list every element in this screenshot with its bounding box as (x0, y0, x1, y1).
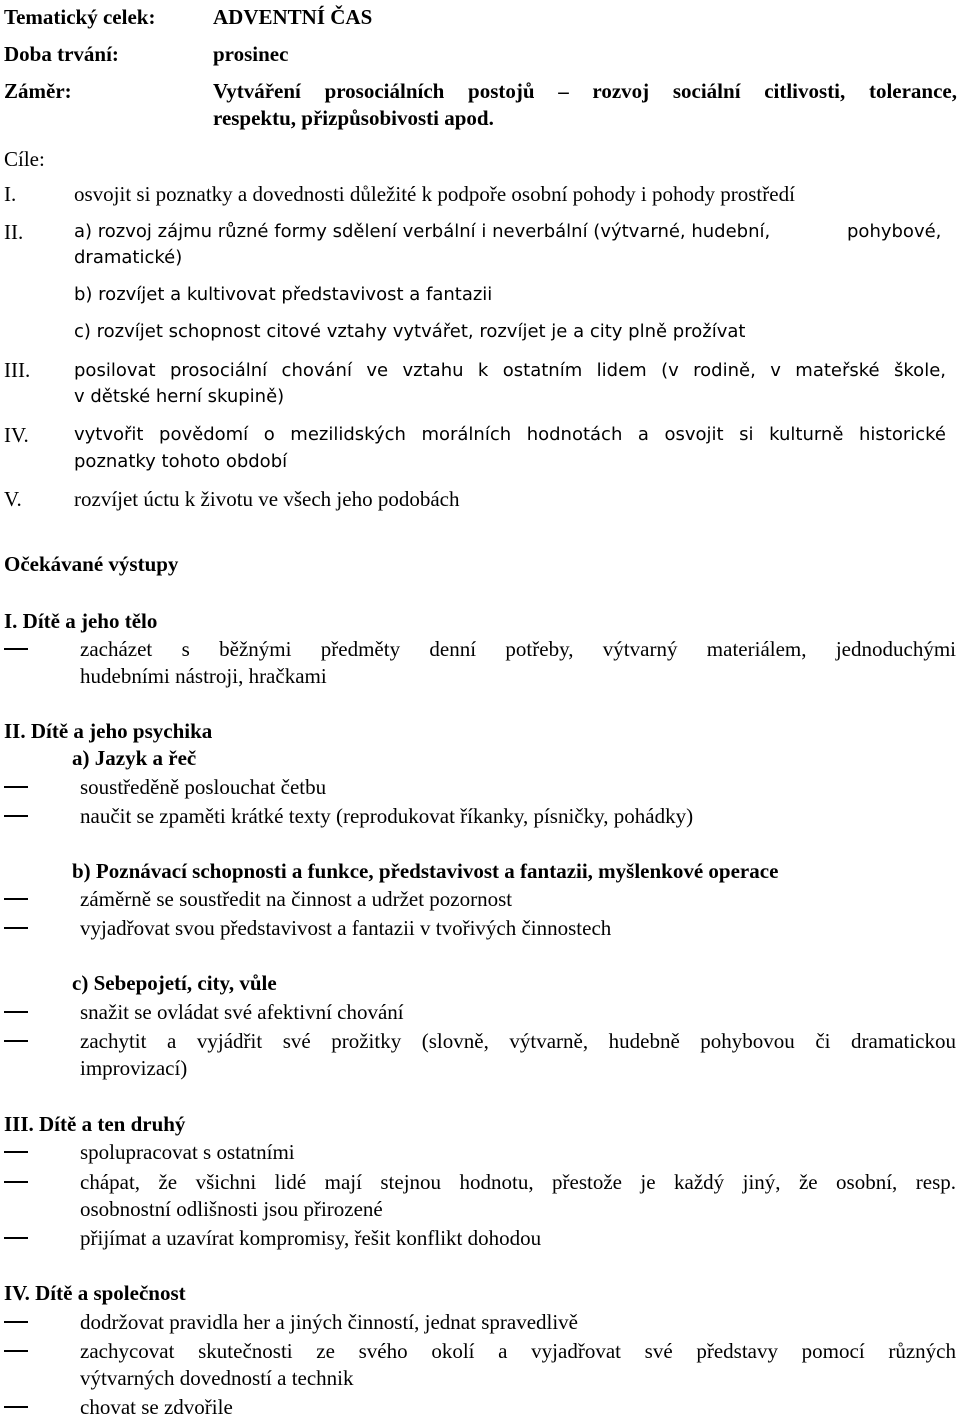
goal-3-line-2: v dětské herní skupině) (74, 386, 285, 407)
item-line-2: výtvarných dovedností a technik (80, 1366, 354, 1390)
goal-2-sub-c: c) rozvíjet schopnost citové vztahy vytvářet, rozvíjet je a city plně prožívat (74, 321, 746, 342)
intent-line-2: respektu, přizpůsobivosti apod. (213, 106, 494, 130)
dash-icon (4, 1350, 28, 1352)
topic-value: ADVENTNÍ ČAS (213, 5, 373, 29)
section-2c-item-2 (4, 1029, 956, 1083)
section-3-title: III. Dítě a ten druhý (4, 1112, 186, 1136)
dash-icon (4, 1321, 28, 1323)
goals-label: Cíle: (4, 147, 45, 171)
goal-4-number: IV. (4, 423, 29, 447)
dash-icon (4, 1406, 28, 1408)
item-line-1: zachytit a vyjádřit své prožitky (slovně, výtvarně, hudebně pohybovou či dramatickou (80, 1029, 956, 1053)
item-text: naučit se zpaměti krátké texty (reprodukovat říkanky, písničky, pohádky) (80, 804, 694, 828)
goal-4-line-2: poznatky tohoto období (74, 451, 288, 472)
item-text: soustředěně poslouchat četbu (80, 775, 327, 799)
goal-3-line-1: posilovat prosociální chování ve vztahu k ostatním lidem (v rodině, v mateřské škole, (74, 360, 946, 381)
section-2a-item-2 (4, 804, 956, 830)
item-text: spolupracovat s ostatními (80, 1140, 295, 1164)
item-line-1: zacházet s běžnými předměty denní potřeby, výtvarný materiálem, jednoduchými (80, 637, 956, 661)
dash-icon (4, 1040, 28, 1042)
section-4-item-2 (4, 1339, 956, 1393)
goal-1-number: I. (4, 182, 17, 206)
goal-2-line-2: dramatické) (74, 247, 183, 268)
goal-4-line-1: vytvořit povědomí o mezilidských morálních hodnotách a osvojit si kulturně historické (74, 424, 946, 445)
item-text: záměrně se soustředit na činnost a udržet pozornost (80, 887, 513, 911)
dash-icon (4, 927, 28, 929)
item-line-1: zachycovat skutečnosti ze svého okolí a vyjadřovat své představy pomocí různých (80, 1339, 956, 1363)
goal-1-text: osvojit si poznatky a dovednosti důležité k podpoře osobní pohody i pohody prostředí (74, 182, 795, 206)
section-2b-item-2 (4, 916, 956, 942)
section-2-title: II. Dítě a jeho psychika (4, 719, 213, 743)
dash-icon (4, 1151, 28, 1153)
dash-icon (4, 898, 28, 900)
dash-icon (4, 815, 28, 817)
item-line-2: hudebními nástroji, hračkami (80, 664, 327, 688)
section-4-title: IV. Dítě a společnost (4, 1281, 186, 1305)
dash-icon (4, 1237, 28, 1239)
section-3-item-2 (4, 1170, 956, 1224)
dash-icon (4, 786, 28, 788)
goal-5-text: rozvíjet úctu k životu ve všech jeho podobách (74, 487, 460, 511)
section-1-item-1 (4, 637, 956, 691)
item-text: chovat se zdvořile (80, 1395, 233, 1419)
goal-3-number: III. (4, 358, 31, 382)
goal-2-line-1: a) rozvoj zájmu různé formy sdělení verbální i neverbální (výtvarné, hudební, (74, 221, 771, 242)
dash-icon (4, 1011, 28, 1013)
section-4-item-3 (4, 1395, 956, 1417)
goal-2-number: II. (4, 220, 24, 244)
intent-label: Záměr: (4, 79, 72, 103)
section-2a-item-1 (4, 775, 956, 801)
section-3-item-3 (4, 1226, 956, 1252)
outputs-heading: Očekávané výstupy (4, 552, 179, 576)
item-text: snažit se ovládat své afektivní chování (80, 1000, 404, 1024)
duration-label: Doba trvání: (4, 42, 119, 66)
goal-2-sub-b: b) rozvíjet a kultivovat představivost a fantazii (74, 284, 493, 305)
item-text: vyjadřovat svou představivost a fantazii v tvořivých činnostech (80, 916, 612, 940)
item-line-1: chápat, že všichni lidé mají stejnou hodnotu, přestože je každý jiný, že osobní, resp. (80, 1170, 956, 1194)
section-2b-item-1 (4, 887, 956, 913)
goal-2-line-1-end: pohybové, (847, 221, 942, 242)
section-2a-title: a) Jazyk a řeč (72, 746, 197, 770)
section-2b-title: b) Poznávací schopnosti a funkce, představivost a fantazii, myšlenkové operace (72, 859, 779, 883)
item-line-2: improvizací) (80, 1056, 188, 1080)
duration-value: prosinec (213, 42, 289, 66)
intent-line-1: Vytváření prosociálních postojů – rozvoj sociální citlivosti, tolerance, (213, 79, 957, 103)
item-text: dodržovat pravidla her a jiných činností, jednat spravedlivě (80, 1310, 579, 1334)
topic-label: Tematický celek: (4, 5, 156, 29)
dash-icon (4, 648, 28, 650)
section-3-item-1 (4, 1140, 956, 1166)
dash-icon (4, 1181, 28, 1183)
item-line-2: osobnostní odlišnosti jsou přirozené (80, 1197, 383, 1221)
section-1-title: I. Dítě a jeho tělo (4, 609, 158, 633)
item-text: přijímat a uzavírat kompromisy, řešit konflikt dohodou (80, 1226, 542, 1250)
goal-5-number: V. (4, 487, 22, 511)
section-2c-item-1 (4, 1000, 956, 1026)
section-2c-title: c) Sebepojetí, city, vůle (72, 971, 277, 995)
section-4-item-1 (4, 1310, 956, 1336)
